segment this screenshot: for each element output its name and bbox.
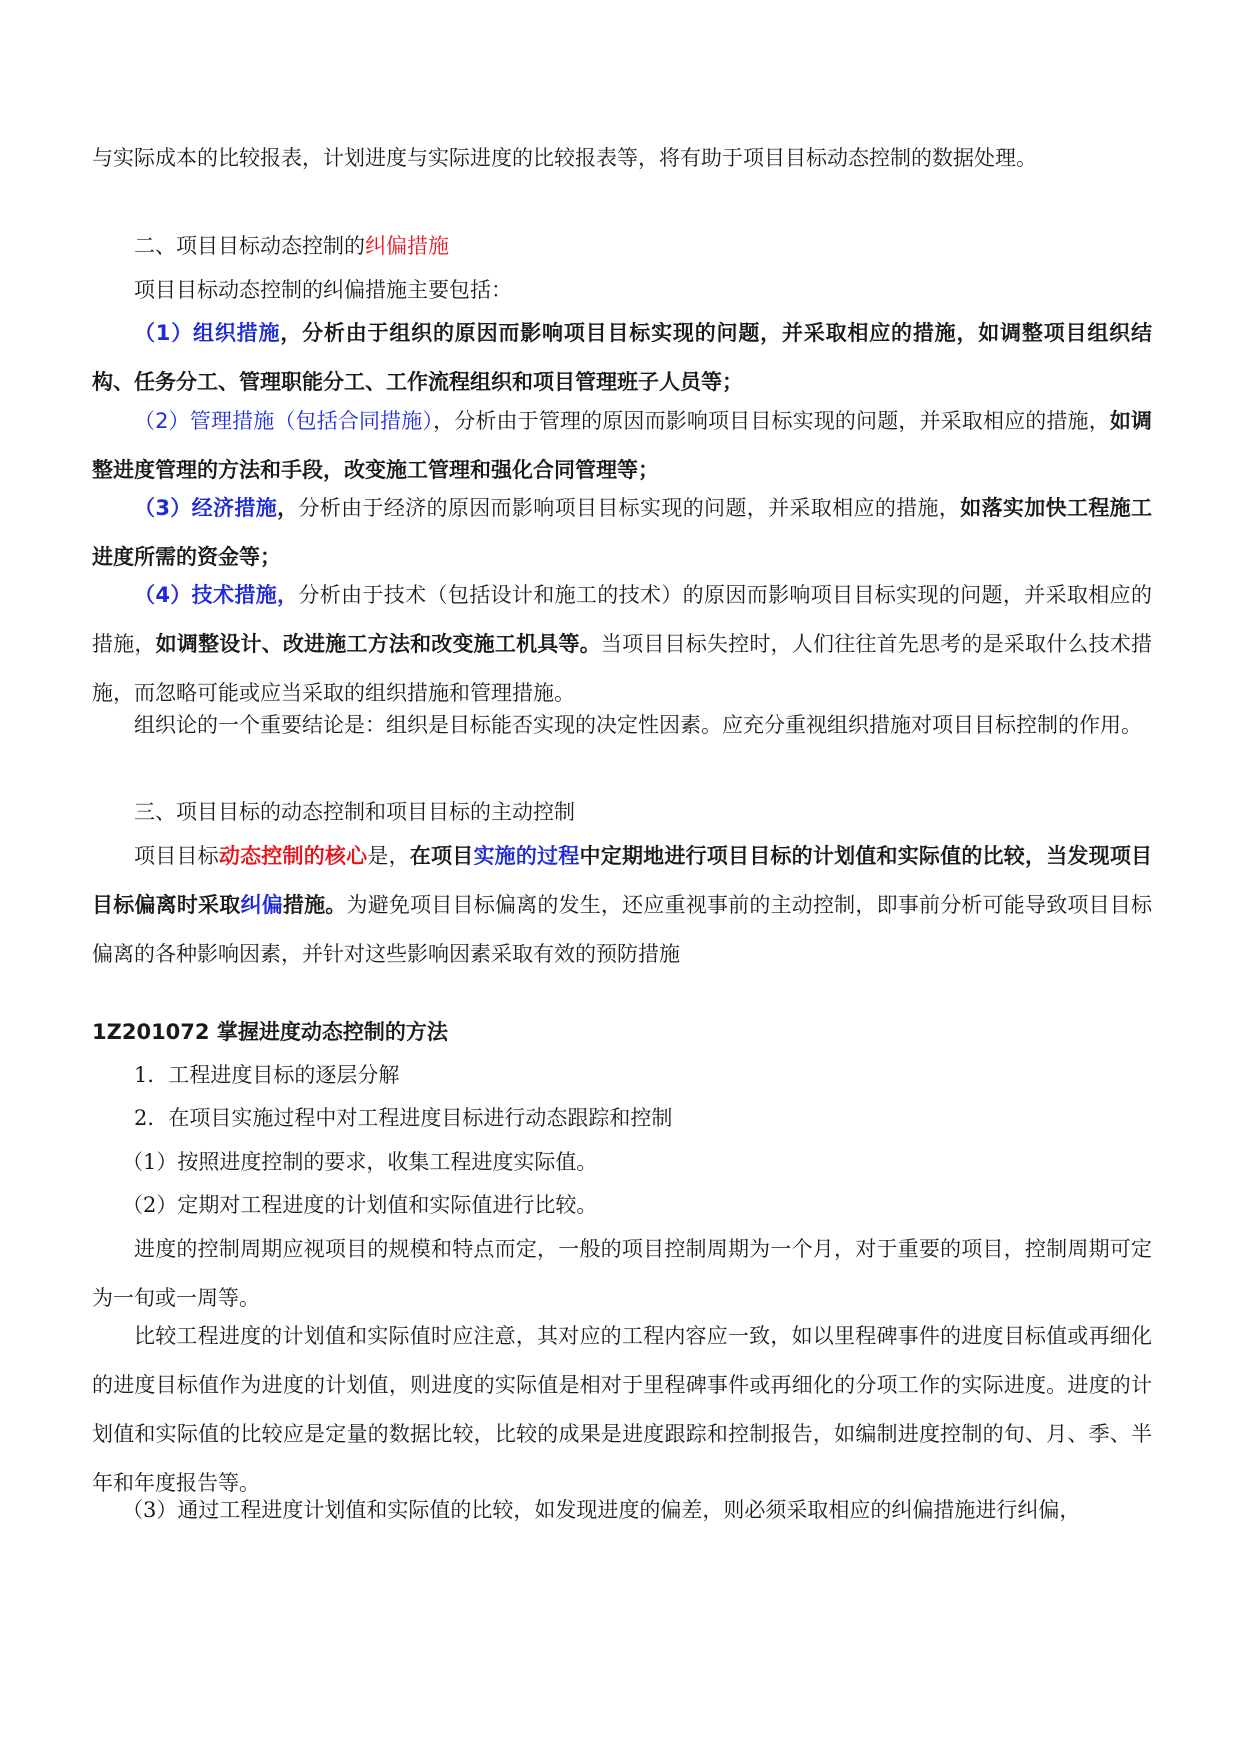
section-2-title-highlight: 纠偏措施 (365, 234, 449, 258)
measure-3-comma: ， (277, 496, 299, 520)
section-4-item-2 (92, 1094, 1152, 1143)
measure-1-label: （1）组织措施 (134, 321, 281, 345)
comparison-text: 比较工程进度的计划值和实际值时应注意，其对应的工程内容应一致，如以里程碑事件的进度目标值或再细化的进度目标值作为进度的计划值，则进度的实际值是相对于里程碑事件或再细化的分项工作的实际进度。进度的计划值和实际值的比较应是定量的数据比较，比较的成果是进度跟踪和控制报告，如编制进度控制的旬、月、季、半年和年度报告等。 (92, 1324, 1152, 1495)
section-3-title: 三、项目目标的动态控制和项目目标的主动控制 (134, 800, 575, 824)
section-4-item-1-text: 1．工程进度目标的逐层分解 (134, 1063, 400, 1087)
control-period-text: 进度的控制周期应视项目的规模和特点而定，一般的项目控制周期为一个月，对于重要的项目，控制周期可定为一旬或一周等。 (92, 1237, 1152, 1310)
s3-part-7: 纠偏 (240, 893, 283, 917)
s3-part-1: 项目目标 (134, 844, 219, 868)
measure-1-text: ，分析由于组织的原因而影响项目目标实现的问题，并采取相应的措施，如调整项目组织结构、任务分工、管理职能分工、工作流程组织和项目管理班子人员等； (92, 321, 1152, 394)
section-4-sub-2 (92, 1181, 1152, 1230)
section-4-sub-2-text: （2）定期对工程进度的计划值和实际值进行比较。 (122, 1193, 598, 1217)
measure-2-label: （2）管理措施（包括合同措施） (134, 409, 434, 433)
measure-4-bold: 如调整设计、改进施工方法和改变施工机具等。 (155, 632, 601, 656)
section-2-intro (92, 266, 1152, 315)
section-4-item-2-text: 2．在项目实施过程中对工程进度目标进行动态跟踪和控制 (134, 1106, 673, 1130)
section-2-intro-text: 项目目标动态控制的纠偏措施主要包括： (134, 278, 512, 302)
measure-3-bold: 如落实加快工程施工进度所需的资金等； (92, 496, 1153, 569)
s3-part-9: 为避免项目目标偏离的发生，还应重视事前的主动控制，即事前分析可能导致项目目标偏离的各种影响因素，并针对这些影响因素采取有效的预防措施 (92, 893, 1153, 966)
carryover-text: 与实际成本的比较报表，计划进度与实际进度的比较报表等，将有助于项目目标动态控制的数据处理。 (92, 146, 1037, 170)
s3-part-5: 实施的过程 (473, 844, 580, 868)
measure-organization (92, 309, 1152, 407)
organization-conclusion-text: 组织论的一个重要结论是：组织是目标能否实现的决定性因素。应充分重视组织措施对项目目标控制的作用。 (134, 713, 1142, 737)
section-3-paragraph (92, 832, 1152, 979)
section-3-heading (92, 788, 1152, 837)
measure-2-bold: 如调整进度管理的方法和手段，改变施工管理和强化合同管理等； (92, 409, 1152, 482)
measure-technical (92, 571, 1152, 718)
section-2-heading (92, 222, 1152, 271)
measure-3-label: （3）经济措施 (134, 496, 278, 520)
section-4-title: 1Z201072 掌握进度动态控制的方法 (92, 1020, 448, 1044)
section-4-sub-3 (92, 1486, 1152, 1535)
organization-conclusion (92, 701, 1152, 750)
section-2-title: 二、项目目标动态控制的 (134, 234, 365, 258)
measure-3-text: 分析由于经济的原因而影响项目目标实现的问题，并采取相应的措施， (298, 496, 961, 520)
section-4-sub-3-text: （3）通过工程进度计划值和实际值的比较，如发现进度的偏差，则必须采取相应的纠偏措施进行纠偏， (122, 1498, 1081, 1522)
s3-part-3: 是， (367, 844, 410, 868)
measure-4-label: （4）技术措施， (134, 583, 299, 607)
s3-part-4: 在项目 (409, 844, 474, 868)
measure-2-text: ，分析由于管理的原因而影响项目目标实现的问题，并采取相应的措施， (433, 409, 1110, 433)
comparison-paragraph (92, 1312, 1152, 1508)
section-4-heading (92, 1008, 1152, 1057)
s3-part-8: 措施。 (282, 893, 347, 917)
section-4-item-1 (92, 1051, 1152, 1100)
measure-management (92, 397, 1152, 495)
s3-part-2: 动态控制的核心 (218, 844, 368, 868)
measure-4-tail: 当项目目标失控时，人们往往首先思考的是采取什么技术措施，而忽略可能或应当采取的组织措施和管理措施。 (92, 632, 1153, 705)
s3-part-6: 中定期地进行项目目标的计划值和实际值的比较，当发现项目目标偏离时采取 (92, 844, 1153, 917)
carryover-paragraph (92, 134, 1152, 183)
section-4-sub-1 (92, 1138, 1152, 1187)
measure-economic (92, 484, 1152, 582)
control-period-paragraph (92, 1225, 1152, 1323)
section-4-sub-1-text: （1）按照进度控制的要求，收集工程进度实际值。 (122, 1150, 598, 1174)
measure-4-text: 分析由于技术（包括设计和施工的技术）的原因而影响项目目标实现的问题，并采取相应的措施， (92, 583, 1152, 656)
